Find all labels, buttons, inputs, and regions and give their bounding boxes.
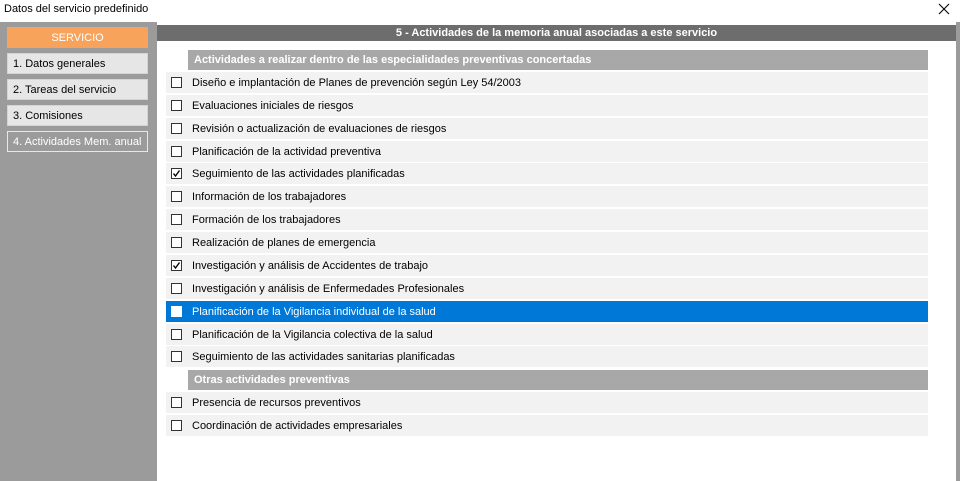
list-item[interactable] — [166, 186, 928, 208]
checkbox[interactable] — [171, 191, 182, 202]
activity-label: Investigación y análisis de Accidentes de trabajo — [192, 260, 429, 272]
window-title: Datos del servicio predefinido — [4, 3, 149, 15]
main-content — [157, 22, 956, 481]
activity-label: Planificación de la Vigilancia individual de la salud — [192, 306, 436, 318]
checkbox[interactable] — [171, 100, 182, 111]
close-icon — [938, 3, 950, 18]
checkbox[interactable] — [171, 306, 182, 317]
sidebar-item-label: 1. Datos generales — [13, 57, 106, 70]
checkbox-checked[interactable] — [171, 260, 182, 271]
sidebar-item-label: 4. Actividades Mem. anual — [13, 135, 142, 148]
checkbox[interactable] — [171, 397, 182, 408]
sidebar-item-tareas-del-servicio[interactable] — [7, 79, 148, 100]
list-item[interactable] — [166, 415, 928, 437]
title-bar — [0, 0, 960, 22]
close-button[interactable] — [928, 0, 960, 20]
group-title: Actividades a realizar dentro de las especialidades preventivas concertadas — [194, 54, 592, 66]
activities-panel — [164, 49, 948, 481]
group-title: Otras actividades preventivas — [194, 374, 350, 386]
list-item[interactable] — [166, 209, 928, 231]
list-item[interactable] — [166, 141, 928, 163]
checkbox[interactable] — [171, 146, 182, 157]
checkbox-checked[interactable] — [171, 168, 182, 179]
list-item[interactable] — [166, 346, 928, 368]
sidebar-header[interactable]: SERVICIO — [7, 27, 148, 48]
sidebar-item-label: 3. Comisiones — [13, 109, 83, 122]
checkbox[interactable] — [171, 329, 182, 340]
list-item[interactable] — [166, 118, 928, 140]
activity-label: Seguimiento de las actividades sanitarias planificadas — [192, 351, 455, 363]
list-item[interactable] — [166, 278, 928, 300]
list-item[interactable] — [166, 72, 928, 94]
sidebar-item-comisiones[interactable] — [7, 105, 148, 126]
section-title: 5 - Actividades de la memoria anual asociadas a este servicio — [157, 25, 956, 41]
checkbox[interactable] — [171, 351, 182, 362]
activity-label: Revisión o actualización de evaluaciones de riesgos — [192, 123, 447, 135]
list-item[interactable] — [166, 392, 928, 414]
list-item[interactable] — [166, 255, 928, 277]
activity-label: Diseño e implantación de Planes de prevención según Ley 54/2003 — [192, 77, 522, 89]
group-header — [166, 50, 928, 70]
check-icon — [172, 169, 181, 178]
checkbox[interactable] — [171, 420, 182, 431]
activity-label: Planificación de la actividad preventiva — [192, 146, 381, 158]
checkbox[interactable] — [171, 123, 182, 134]
list-item[interactable] — [166, 232, 928, 254]
checkbox[interactable] — [171, 214, 182, 225]
activity-label: Evaluaciones iniciales de riesgos — [192, 100, 354, 112]
list-item[interactable] — [166, 163, 928, 185]
activity-label: Realización de planes de emergencia — [192, 237, 376, 249]
activity-label: Coordinación de actividades empresariales — [192, 420, 403, 432]
activity-label: Formación de los trabajadores — [192, 214, 341, 226]
activity-label: Información de los trabajadores — [192, 191, 347, 203]
sidebar-item-label: 2. Tareas del servicio — [13, 83, 117, 96]
checkbox[interactable] — [171, 237, 182, 248]
check-icon — [172, 261, 181, 270]
list-item[interactable] — [166, 95, 928, 117]
sidebar-item-actividades-mem-anual[interactable] — [7, 131, 148, 152]
activity-label: Presencia de recursos preventivos — [192, 397, 361, 409]
activity-label: Planificación de la Vigilancia colectiva de la salud — [192, 329, 433, 341]
group-header — [166, 370, 928, 390]
sidebar — [0, 22, 156, 481]
window-client — [0, 22, 960, 481]
checkbox[interactable] — [171, 283, 182, 294]
activity-label: Investigación y análisis de Enfermedades Profesionales — [192, 283, 465, 295]
list-item[interactable] — [166, 324, 928, 346]
checkbox[interactable] — [171, 77, 182, 88]
sidebar-item-datos-generales[interactable] — [7, 53, 148, 74]
activity-label: Seguimiento de las actividades planificadas — [192, 168, 405, 180]
list-item-selected[interactable] — [166, 301, 928, 323]
